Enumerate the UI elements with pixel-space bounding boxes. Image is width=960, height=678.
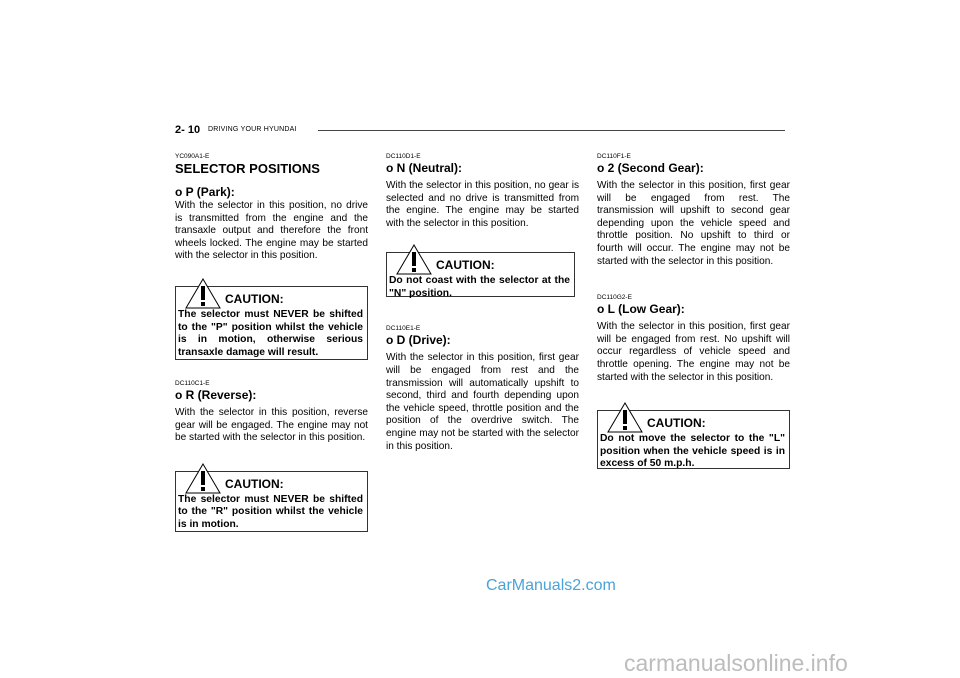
section-code: DC110C1-E [175, 379, 210, 387]
caution-box-reverse [175, 471, 368, 532]
reverse-subheading: o R (Reverse): [175, 387, 257, 402]
warning-triangle-icon [185, 463, 221, 494]
header-divider [318, 130, 785, 131]
caution-title: CAUTION: [647, 416, 706, 431]
caution-box-neutral [386, 252, 575, 297]
drive-description: With the selector in this position, first gear will be engaged from rest and the transmission will automatically upshift to second, third and fourth depending upon the vehicle speed, throttle position and the position of the overdrive switch. The engine may not be started with the selector in this position. [386, 352, 579, 452]
section-title: DRIVING YOUR HYUNDAI [208, 126, 297, 133]
section-code: DC110D1-E [386, 153, 421, 160]
section-code: DC110F1-E [597, 153, 631, 160]
watermark-carmanuals2[interactable]: CarManuals2.com [486, 577, 616, 594]
page-number: 2- 10 [175, 124, 201, 136]
column-middle [386, 153, 579, 453]
caution-text: The selector must NEVER be shifted to the "P" position whilst the vehicle is in motion, otherwise serious transaxle damage will result. [178, 308, 363, 358]
neutral-description: With the selector in this position, no gear is selected and no drive is transmitted from the engine. The engine may be started with the selector in this position. [386, 180, 579, 229]
column-left [175, 153, 368, 532]
caution-box-park [175, 286, 368, 360]
caution-title: CAUTION: [225, 476, 284, 491]
warning-triangle-icon [185, 278, 221, 309]
reverse-description: With the selector in this position, reverse gear will be engaged. The engine may not be started with the selector in this position. [175, 406, 368, 444]
column-right [597, 153, 790, 469]
drive-subheading: o D (Drive): [386, 333, 451, 348]
section-code: YC090A1-E [175, 153, 210, 160]
second-gear-description: With the selector in this position, first gear will be engaged from rest. The transmission will upshift to second gear depending upon the vehicle speed and throttle position. No upshift to third or fourth will occur. The engine may not be started with the selector in this position. [597, 180, 790, 267]
low-gear-description: With the selector in this position, first gear will be engaged from rest. No upshift will occur regardless of vehicle speed and throttle opening. The engine may not be started with the selector in this position. [597, 321, 790, 383]
caution-title: CAUTION: [225, 291, 284, 306]
section-heading: SELECTOR POSITIONS [175, 161, 320, 176]
caution-text: The selector must NEVER be shifted to the "R" position whilst the vehicle is in motion. [178, 493, 363, 530]
caution-box-low [597, 410, 790, 469]
caution-text: Do not coast with the selector at the "N" position. [389, 275, 570, 299]
warning-triangle-icon [607, 402, 643, 433]
low-gear-subheading: o L (Low Gear): [597, 302, 685, 317]
page-header [175, 124, 785, 138]
park-subheading: o P (Park): [175, 185, 235, 199]
caution-text: Do not move the selector to the "L" position when the vehicle speed is in excess of 50 m.p.h. [600, 433, 785, 470]
watermark-carmanualsonline[interactable]: carmanualsonline.info [624, 650, 848, 676]
section-code: DC110E1-E [386, 325, 421, 333]
caution-title: CAUTION: [436, 258, 495, 273]
neutral-subheading: o N (Neutral): [386, 161, 462, 175]
second-gear-subheading: o 2 (Second Gear): [597, 161, 704, 175]
warning-triangle-icon [396, 244, 432, 275]
section-code: DC110G2-E [597, 294, 632, 302]
park-description: With the selector in this position, no drive is transmitted from the engine and the transaxle output and therefore the front wheels locked. The engine may be started with the selector in this position. [175, 200, 368, 262]
